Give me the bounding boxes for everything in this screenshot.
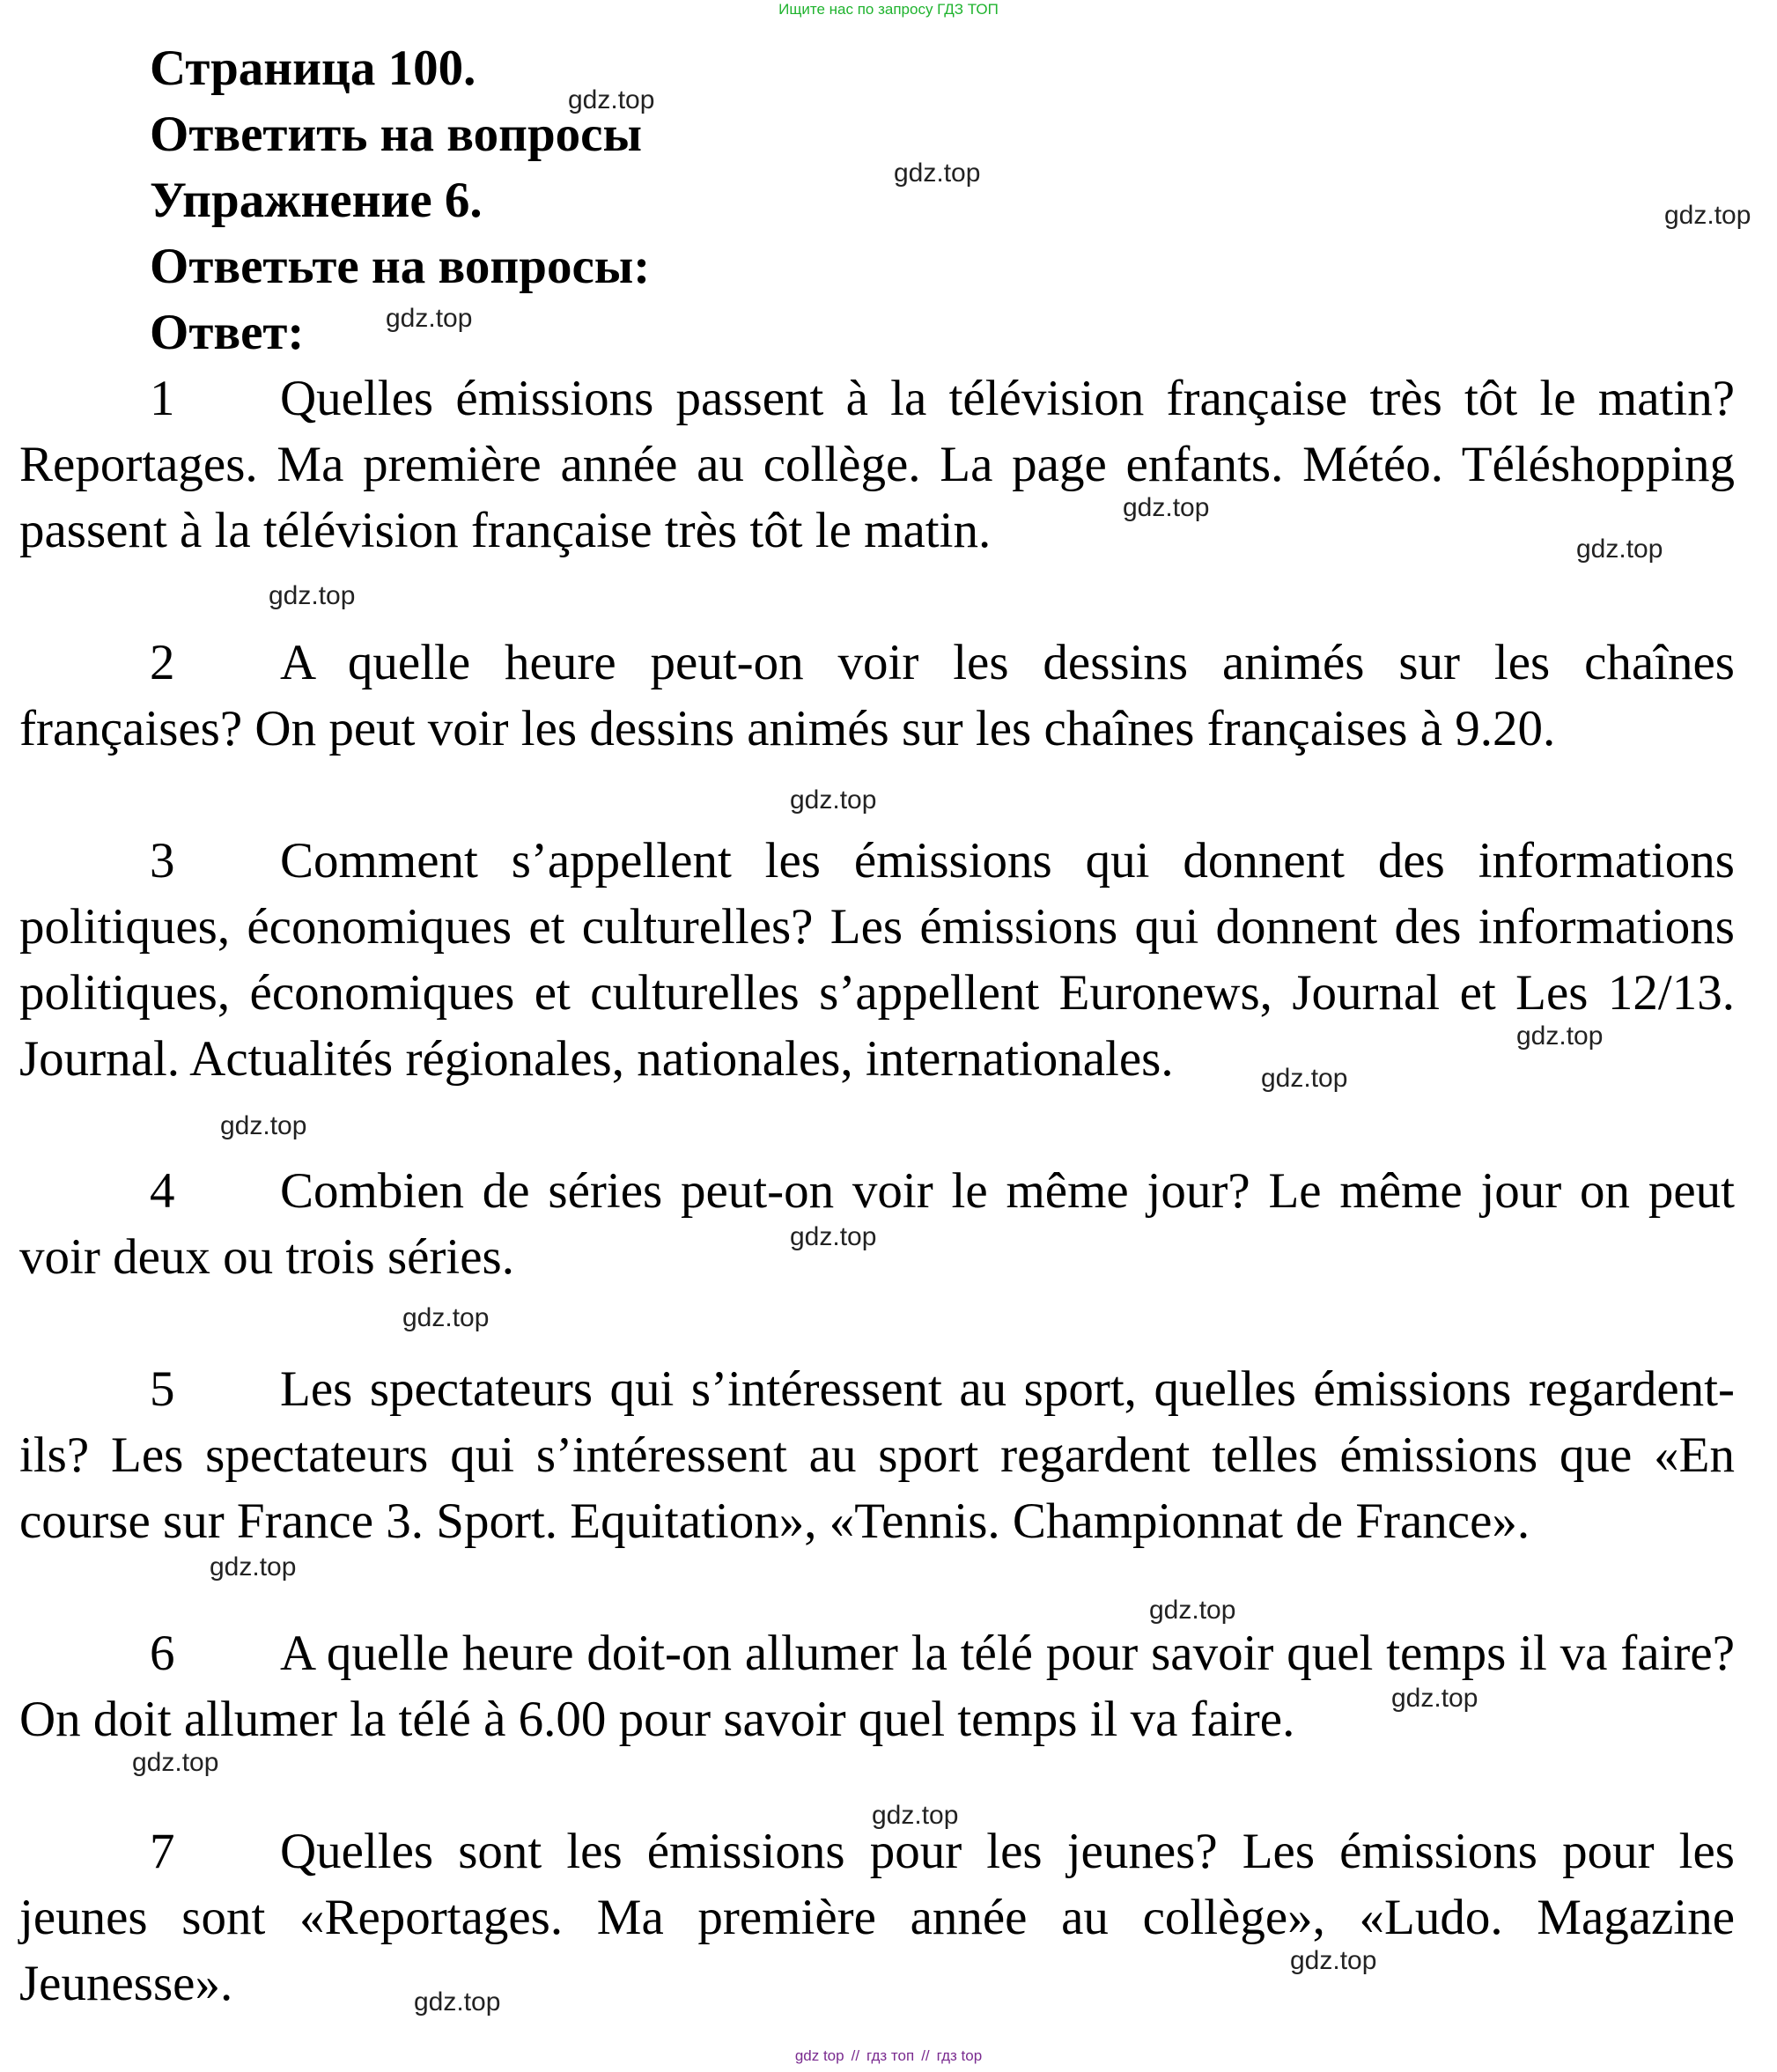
footer (0, 2047, 1777, 2065)
answer-heading: Ответ: (150, 305, 305, 360)
watermark: gdz.top (1576, 535, 1663, 564)
watermark: gdz.top (790, 785, 877, 815)
answer-text: Combien de séries peut-on voir le même jour? Le même jour on peut voir deux ou trois séries. (19, 1163, 1735, 1285)
watermark: gdz.top (386, 304, 473, 333)
watermark: gdz.top (1261, 1064, 1348, 1093)
watermark: gdz.top (414, 1987, 501, 2017)
watermark: gdz.top (872, 1801, 959, 1830)
exercise-heading: Упражнение 6. (150, 173, 483, 228)
answer-number: 7 (150, 1824, 175, 1879)
answer-number: 3 (150, 833, 175, 889)
answer-item-4 (19, 1158, 1735, 1290)
page-number-heading: Страница 100. (150, 41, 476, 96)
answer-number: 6 (150, 1626, 175, 1681)
watermark: gdz.top (568, 85, 655, 114)
watermark: gdz.top (1123, 493, 1210, 522)
footer-separator: // (921, 2047, 930, 2064)
watermark: gdz.top (1516, 1021, 1604, 1051)
watermark: gdz.top (132, 1748, 219, 1777)
watermark: gdz.top (1391, 1684, 1478, 1713)
watermark: gdz.top (894, 159, 981, 188)
answer-text: Quelles sont les émissions pour les jeunes? Les émissions pour les jeunes sont «Reportages. Ma première année au collège», «Ludo. Magazine Jeunesse». (19, 1824, 1735, 2011)
watermark: gdz.top (1290, 1946, 1377, 1975)
watermark: gdz.top (790, 1222, 877, 1251)
answer-text: A quelle heure peut-on voir les dessins animés sur les chaînes françaises? On peut voir les dessins animés sur les chaînes françaises à 9.20. (19, 635, 1735, 756)
footer-separator: // (851, 2047, 860, 2064)
answer-text: Quelles émissions passent à la télévision française très tôt le matin? Reportages. Ma première année au collège. La page enfants. Météo. Téléshopping passent à la télévision française très tôt le matin. (19, 371, 1735, 558)
answer-item-2 (19, 630, 1735, 762)
answer-text: Comment s’appellent les émissions qui donnent des informations politiques, économiques et culturelles? Les émissions qui donnent des informations politiques, économiques et culturelles s’appellent Euronews, Journal et Les 12/13. Journal. Actualités régionales, nationales, internationales. (19, 833, 1735, 1087)
watermark: gdz.top (1664, 201, 1751, 230)
answer-item-7 (19, 1818, 1735, 2017)
answer-number: 5 (150, 1361, 175, 1417)
answer-number: 1 (150, 371, 175, 426)
answer-item-1 (19, 365, 1735, 564)
footer-link[interactable]: гдз топ (866, 2047, 915, 2064)
footer-link[interactable]: gdz top (794, 2047, 844, 2064)
watermark: gdz.top (210, 1552, 297, 1582)
answer-number: 4 (150, 1163, 175, 1219)
watermark: gdz.top (220, 1111, 307, 1140)
watermark: gdz.top (269, 581, 356, 610)
top-banner: Ищите нас по запросу ГДЗ ТОП (778, 1, 999, 18)
answer-item-3 (19, 828, 1735, 1092)
footer-link[interactable]: гдз top (936, 2047, 983, 2064)
answer-text: Les spectateurs qui s’intéressent au sport, quelles émissions regardent-ils? Les spectateurs qui s’intéressent au sport regardent telles émissions que «En course sur France 3. Sport. Equitation», «Tennis. Championnat de France». (19, 1361, 1735, 1549)
watermark: gdz.top (1149, 1596, 1236, 1625)
section-heading: Ответить на вопросы (150, 107, 642, 162)
answer-item-5 (19, 1356, 1735, 1554)
watermark: gdz.top (402, 1303, 490, 1332)
answer-text: A quelle heure doit-on allumer la télé pour savoir quel temps il va faire? On doit allumer la télé à 6.00 pour savoir quel temps il va faire. (19, 1626, 1735, 1747)
task-heading: Ответьте на вопросы: (150, 239, 651, 294)
answer-number: 2 (150, 635, 175, 690)
